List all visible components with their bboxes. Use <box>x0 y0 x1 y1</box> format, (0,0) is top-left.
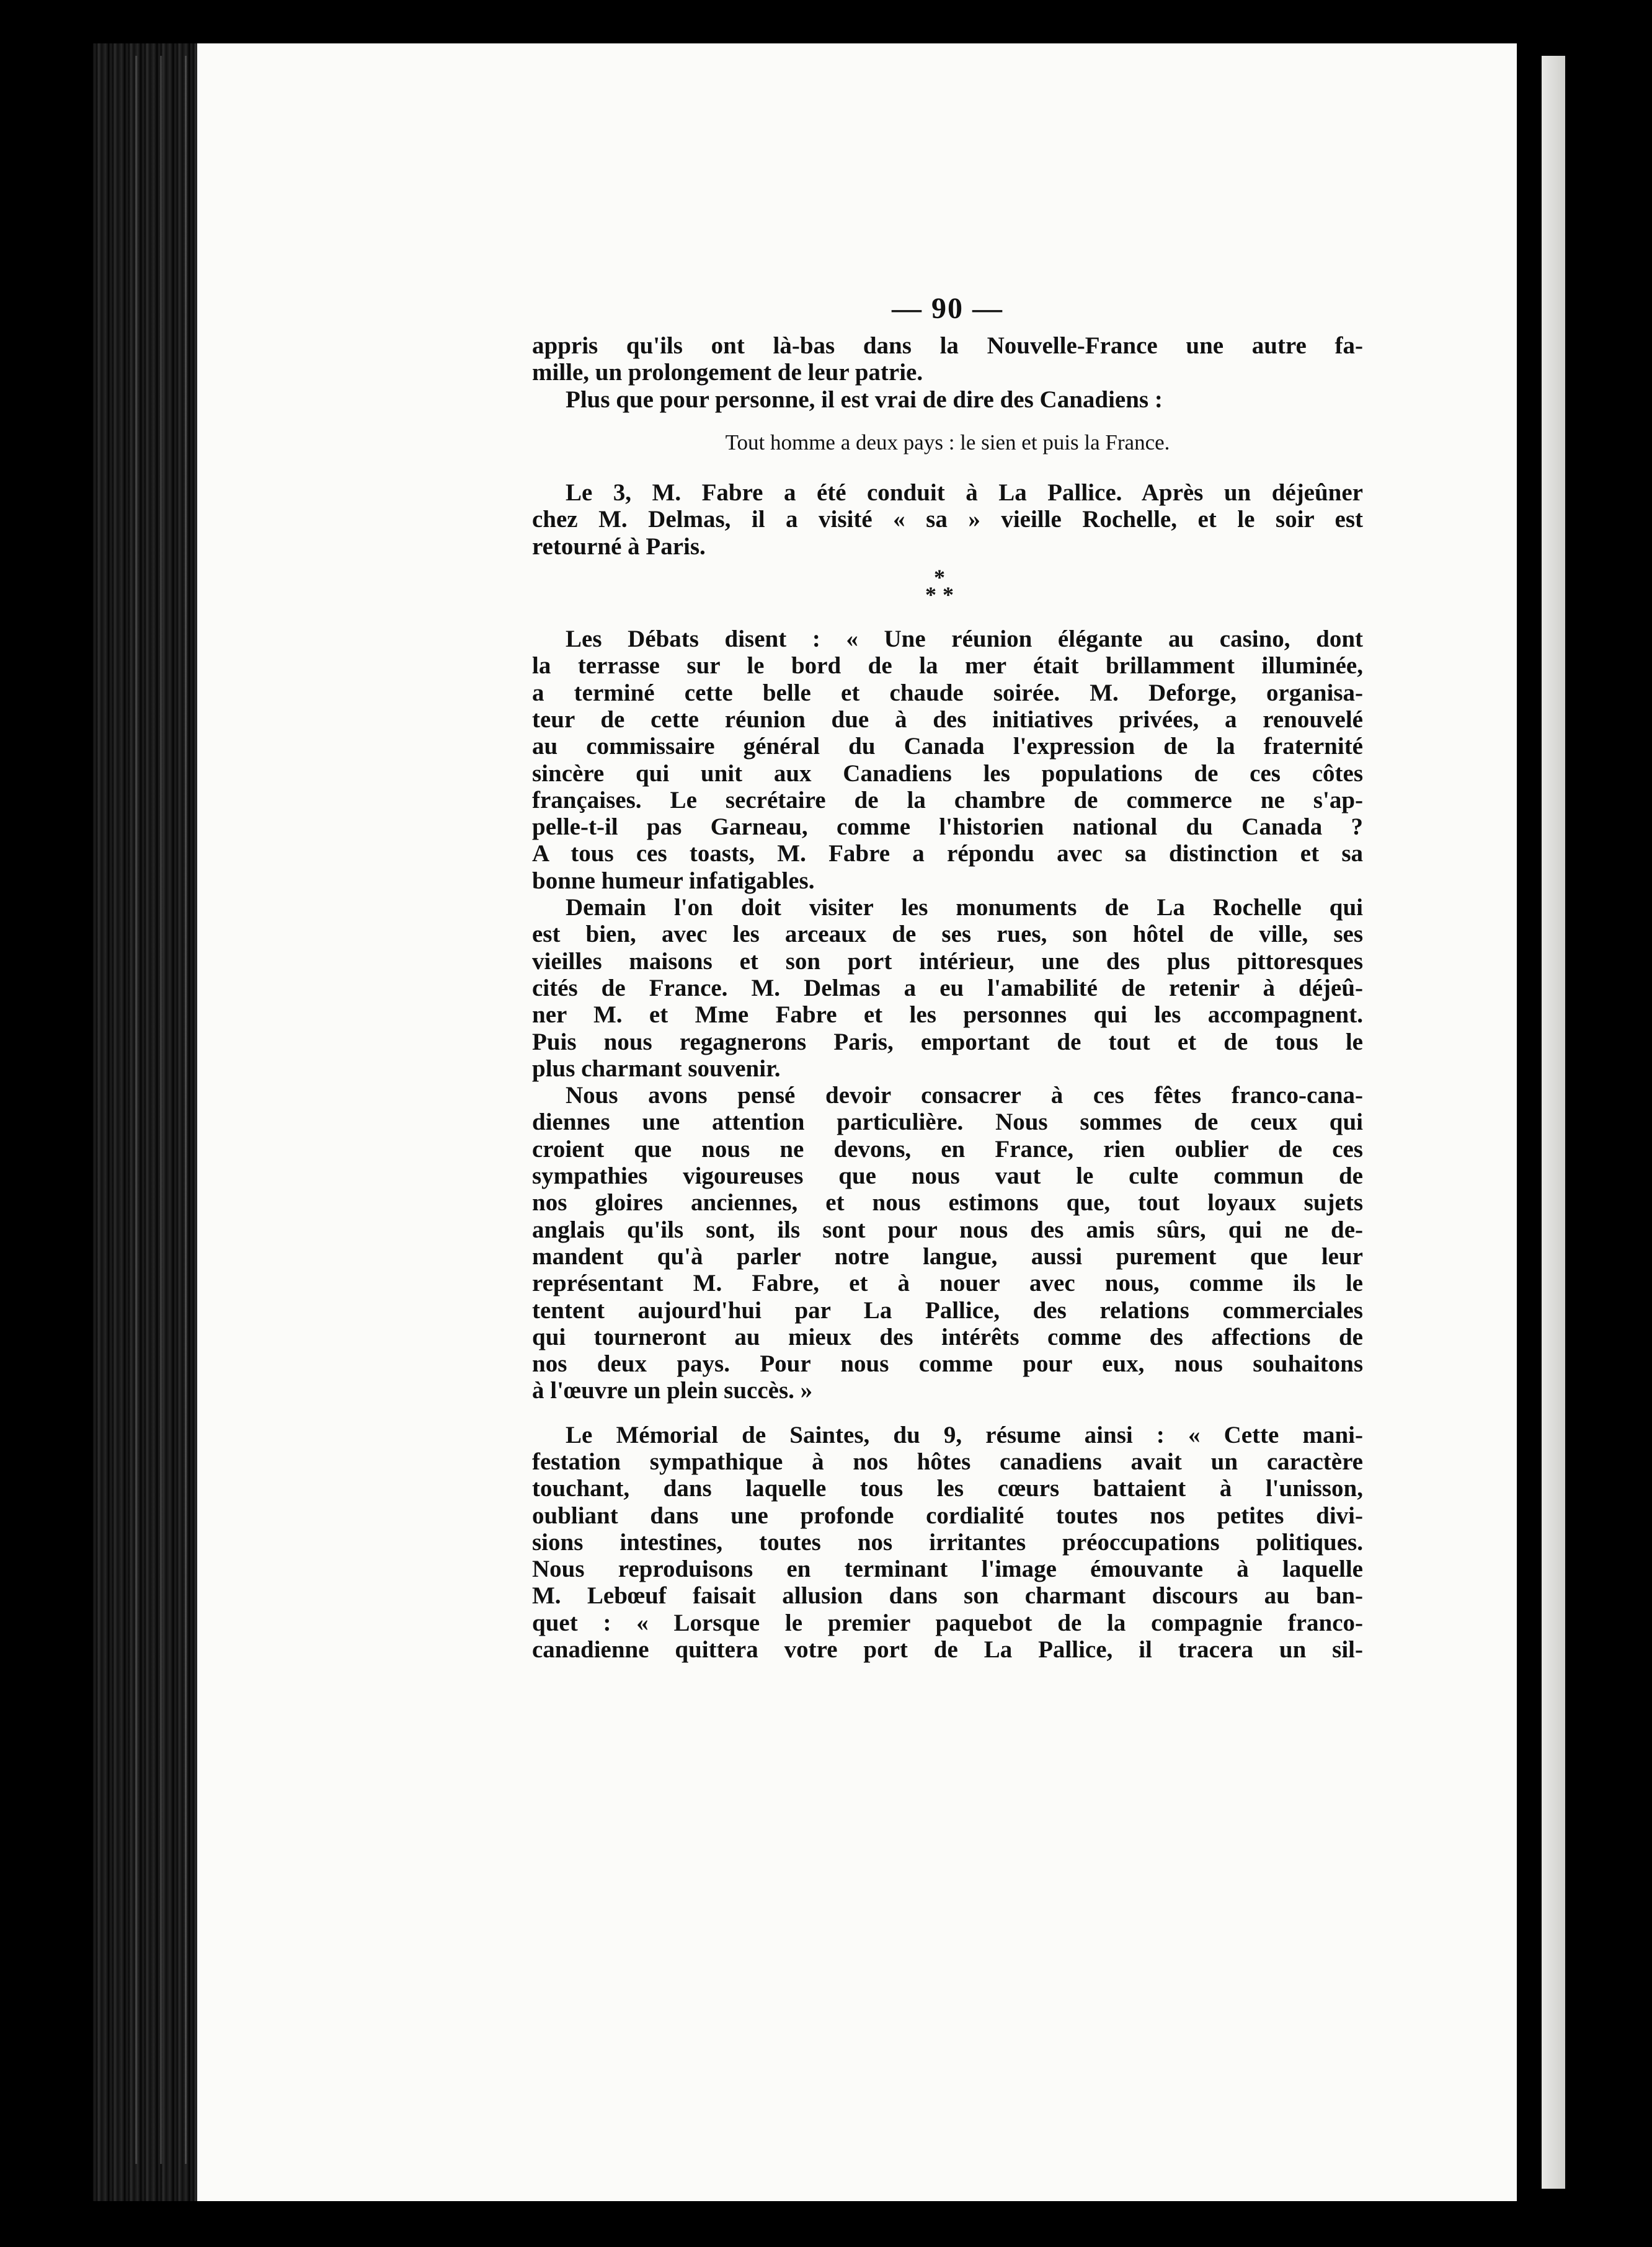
page-text <box>532 291 1363 1663</box>
text-line: pelle-t-il pas Garneau, comme l'historien national du Canada ? <box>532 813 1363 841</box>
text-line: cités de France. M. Delmas a eu l'amabilité de retenir à déjeû- <box>532 974 1363 1001</box>
text-line: Demain l'on doit visiter les monuments de La Rochelle qui <box>566 894 1363 921</box>
text-line: nos gloires anciennes, et nous estimons que, tout loyaux sujets <box>532 1189 1363 1217</box>
text-line: sympathies vigoureuses que nous vaut le culte commun de <box>532 1163 1363 1190</box>
verse-quote: Tout homme a deux pays : le sien et puis la France. <box>725 430 1170 454</box>
asterism-star: * <box>934 565 945 590</box>
text-line: Nous avons pensé devoir consacrer à ces fêtes franco-cana- <box>566 1082 1363 1109</box>
text-line: tentent aujourd'hui par La Pallice, des relations commerciales <box>532 1296 1363 1324</box>
text-line: sincère qui unit aux Canadiens les populations de ces côtes <box>532 760 1363 787</box>
text-line: quet : « Lorsque le premier paquebot de la compagnie franco- <box>532 1609 1363 1636</box>
text-line: croient que nous ne devons, en France, rien oublier de ces <box>532 1135 1363 1163</box>
text-line: a terminé cette belle et chaude soirée. M. Deforge, organisa- <box>532 679 1363 706</box>
text-line: Puis nous regagnerons Paris, emportant de tout et de tous le <box>532 1028 1363 1055</box>
text-line: chez M. Delmas, il a visité « sa » vieille Rochelle, et le soir est <box>532 506 1363 533</box>
text-line: oubliant dans une profonde cordialité toutes nos petites divi- <box>532 1502 1363 1529</box>
text-line: Le 3, M. Fabre a été conduit à La Pallice. Après un déjeûner <box>566 479 1363 507</box>
paragraph-5 <box>532 894 1363 1082</box>
asterism-separator <box>532 562 1363 611</box>
text-line: sions intestines, toutes nos irritantes préoccupations politiques. <box>532 1528 1363 1556</box>
paragraph-1 <box>532 332 1363 386</box>
next-page-edge <box>1542 56 1565 2189</box>
text-line: nos deux pays. Pour nous comme pour eux, nous souhaitons <box>532 1350 1363 1378</box>
text-line: la terrasse sur le bord de la mer était brillamment illuminée, <box>532 652 1363 680</box>
text-line: teur de cette réunion due à des initiatives privées, a renouvelé <box>532 706 1363 733</box>
text-line: à l'œuvre un plein succès. » <box>532 1377 813 1404</box>
text-line: au commissaire général du Canada l'expression de la fraternité <box>532 733 1363 760</box>
text-line: appris qu'ils ont là-bas dans la Nouvelle-France une autre fa- <box>532 332 1363 359</box>
text-line: vieilles maisons et son port intérieur, une des plus pittoresques <box>532 947 1363 975</box>
text-line: Le Mémorial de Saintes, du 9, résume ainsi : « Cette mani- <box>566 1421 1363 1448</box>
text-line: canadienne quittera votre port de La Pallice, il tracera un sil- <box>532 1636 1363 1664</box>
text-line: mandent qu'à parler notre langue, aussi purement que leur <box>532 1243 1363 1270</box>
asterism-star: * <box>943 582 954 608</box>
text-line: retourné à Paris. <box>532 533 706 560</box>
text-line: plus charmant souvenir. <box>532 1055 781 1082</box>
text-line: ner M. et Mme Fabre et les personnes qui les accompagnent. <box>532 1001 1363 1029</box>
text-line: qui tourneront au mieux des intérêts comme des affections de <box>532 1323 1363 1350</box>
text-line: françaises. Le secrétaire de la chambre de commerce ne s'ap- <box>532 786 1363 813</box>
book-binding-streaks <box>124 56 192 2164</box>
text-line: représentant M. Fabre, et à nouer avec nous, comme ils le <box>532 1270 1363 1297</box>
page-number: — 90 — <box>892 292 1003 325</box>
paragraph-6 <box>532 1082 1363 1404</box>
text-line: Nous reproduisons en terminant l'image émouvante à laquelle <box>532 1556 1363 1583</box>
text-line: mille, un prolongement de leur patrie. <box>532 359 923 386</box>
text-line: bonne humeur infatigables. <box>532 867 815 894</box>
text-line: touchant, dans laquelle tous les cœurs battaient à l'unisson, <box>532 1475 1363 1502</box>
text-line: est bien, avec les arceaux de ses rues, son hôtel de ville, ses <box>532 921 1363 948</box>
text-line: festation sympathique à nos hôtes canadiens avait un caractère <box>532 1448 1363 1475</box>
text-line: A tous ces toasts, M. Fabre a répondu avec sa distinction et sa <box>532 840 1363 867</box>
text-line: Plus que pour personne, il est vrai de dire des Canadiens : <box>566 386 1163 413</box>
asterism-star: * <box>925 582 936 608</box>
text-line: diennes une attention particulière. Nous sommes de ceux qui <box>532 1109 1363 1136</box>
paragraph-spacer <box>532 1404 1363 1422</box>
paragraph-3 <box>532 479 1363 560</box>
paragraph-7 <box>532 1422 1363 1664</box>
page-edge-shadow <box>1517 43 1542 2201</box>
text-line: M. Lebœuf faisait allusion dans son charmant discours au ban- <box>532 1582 1363 1610</box>
text-line: Les Débats disent : « Une réunion élégante au casino, dont <box>566 626 1363 653</box>
paragraph-2 <box>532 386 1363 413</box>
text-line: anglais qu'ils sont, ils sont pour nous des amis sûrs, qui ne de- <box>532 1216 1363 1243</box>
paragraph-4 <box>532 626 1363 894</box>
